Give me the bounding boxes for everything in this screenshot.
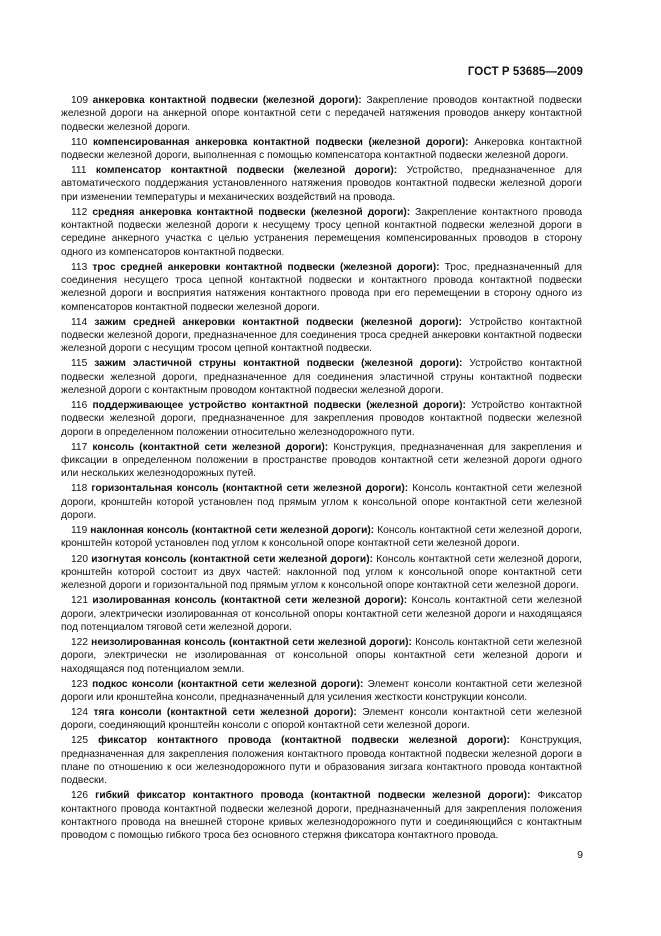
term-entry (61, 789, 582, 842)
term-definition: Устройство контактной подвески железной дороги, предназначенное для закрепления проводов контактной подвески железной дороги в определенном положении относительно железнодорожного пути. (61, 400, 582, 438)
term-entry (61, 524, 582, 551)
term-title: изогнутая консоль (контактной сети железной дороги): (91, 553, 373, 565)
term-entry (61, 316, 582, 356)
term-definition: Устройство контактной подвески железной дороги, предназначенное для соединения эластичной струны контактной подвески железной дороги с контактным проводом контактной подвески железной дороги. (61, 358, 582, 397)
term-number: 121 (71, 595, 88, 607)
term-entry (61, 482, 582, 522)
term-number: 111 (71, 165, 87, 177)
term-definition: Фиксатор контактного провода контактной подвески железной дороги, предназначенный для закрепления положения контактного провода на внешней стороне кривых железнодорожного пути и соединяющийся с контактным проводом с помощью гибкого троса без основного стержня фиксатора контактного провода. (61, 790, 582, 842)
term-number: 112 (71, 206, 88, 218)
term-number: 118 (71, 483, 88, 495)
term-definition: Трос, предназначенный для соединения несущего троса цепной контактной подвески и контактного провода контактной подвески железной дороги и восприятия натяжения контактного провода при его перемещении в сторону одного из компенсаторов контактной подвески железной дороги. (61, 261, 582, 313)
term-entry (61, 636, 582, 676)
page-number: 9 (577, 849, 583, 861)
term-title: горизонтальная консоль (контактной сети железной дороги): (91, 483, 409, 495)
term-number: 110 (71, 136, 88, 148)
term-number: 119 (71, 525, 88, 537)
term-entry (61, 164, 582, 204)
term-entry (61, 136, 582, 163)
term-definition: Устройство контактной подвески железной дороги, предназначенное для соединения троса средней анкеровки контактной подвески железной дороги с несущим тросом цепной контактной подвески. (61, 316, 582, 355)
term-definition: Консоль контактной сети железной дороги, кронштейн которой состоит из двух частей: наклонной под углом к консольной опоре контактной сети железной дороги и горизонтальной под прямым углом к консольной опоре контактной сети железной дороги. (61, 553, 582, 592)
term-number: 115 (71, 358, 88, 370)
term-title: зажим средней анкеровки контактной подвески (железной дороги): (94, 316, 463, 328)
term-number: 120 (71, 553, 88, 565)
term-entry (61, 357, 582, 397)
term-definition: Элемент консоли контактной сети железной дороги или кронштейна консоли, предназначенный для усиления жесткости конструкции консоли. (61, 678, 582, 703)
term-definition: Элемент консоли контактной сети железной дороги, соединяющий кронштейн консоли с опорой контактной сети железной дороги. (61, 707, 582, 732)
term-entry (61, 706, 582, 733)
term-title: компенсированная анкеровка контактной подвески (железной дороги): (92, 136, 469, 148)
term-definition: Закрепление контактного провода контактной подвески железной дороги к несущему тросу цепной контактной подвески железной дороги в середине анкерного участка с целью устранения перемещения компенсированных проводов в сторону одного из компенсаторов контактной подвески. (61, 206, 582, 258)
term-title: поддерживающее устройство контактной подвески (железной дороги): (92, 400, 466, 412)
term-number: 117 (71, 441, 88, 453)
term-title: консоль (контактной сети железной дороги): (92, 441, 329, 453)
term-title: фиксатор контактного провода (контактной подвески железной дороги): (98, 735, 510, 747)
term-number: 123 (71, 678, 88, 690)
term-title: трос средней анкеровки контактной подвески (железной дороги): (92, 261, 440, 273)
term-entry (61, 441, 582, 481)
term-definition: Консоль контактной сети железной дороги, электрически изолированная от консольной опоры контактной сети железной дороги и находящаяся под потенциалом тяговой сети железной дороги. (61, 595, 582, 633)
term-definition: Конструкция, предназначенная для закрепления и фиксации в определенном положении в пространстве проводов контактной сети железной дороги одного или нескольких железнодорожных путей. (61, 441, 582, 480)
term-title: гибкий фиксатор контактного провода (контактной подвески железной дороги): (95, 790, 531, 802)
term-definition: Конструкция, предназначенная для закрепления положения контактного провода контактной подвески железной дороги в плане по отношению к оси железнодорожного пути и образования зигзага контактного провода контактной подвески. (61, 735, 582, 787)
term-title: наклонная консоль (контактной сети железной дороги): (90, 525, 375, 537)
term-definition: Анкеровка контактной подвески железной дороги, выполненная с помощью компенсатора контактной подвески железной дороги. (61, 136, 582, 161)
term-entry (61, 261, 582, 314)
term-entry (61, 553, 582, 593)
term-number: 122 (71, 636, 88, 648)
term-number: 125 (71, 735, 88, 747)
term-entry (61, 206, 582, 259)
term-definition: Устройство, предназначенное для автоматического поддержания установленного натяжения проводов контактной подвески железной дороги при изменении температуры и механических воздействий на провода. (61, 165, 582, 203)
term-entry (61, 678, 582, 705)
term-title: неизолированная консоль (контактной сети железной дороги): (91, 636, 412, 648)
term-entry (61, 399, 582, 439)
term-title: средняя анкеровка контактной подвески (железной дороги): (92, 206, 411, 218)
document-id-header: ГОСТ Р 53685—2009 (467, 66, 583, 78)
term-definition: Консоль контактной сети железной дороги, кронштейн которой установлен под прямым углом к консольной опоре контактной сети железной дороги. (61, 483, 582, 522)
term-number: 126 (71, 790, 88, 802)
term-number: 113 (71, 261, 88, 273)
term-title: компенсатор контактной подвески (железной дороги): (95, 165, 398, 177)
terms-list (61, 94, 582, 844)
term-number: 116 (71, 400, 88, 412)
term-entry (61, 94, 582, 134)
term-title: анкеровка контактной подвески (железной дороги): (92, 95, 362, 106)
term-number: 109 (71, 95, 88, 106)
term-title: изолированная консоль (контактной сети железной дороги): (92, 595, 408, 607)
term-definition: Консоль контактной сети железной дороги, электрически не изолированная от консольной опоры контактной сети железной дороги и находящаяся под потенциалом земли. (61, 636, 582, 675)
term-number: 124 (71, 707, 88, 719)
term-title: тяга консоли (контактной сети железной дороги): (93, 707, 357, 719)
term-entry (61, 734, 582, 787)
term-number: 114 (71, 316, 88, 328)
term-title: подкос консоли (контактной сети железной дороги): (92, 678, 364, 690)
term-entry (61, 594, 582, 634)
term-definition: Закрепление проводов контактной подвески железной дороги на анкерной опоре контактной сети с передачей натяжения проводов анкеру контактной подвески железной дороги. (61, 95, 582, 133)
term-title: зажим эластичной струны контактной подвески (железной дороги): (94, 358, 463, 370)
term-definition: Консоль контактной сети железной дороги, кронштейн которой установлен под углом к консольной опоре контактной сети железной дороги. (61, 525, 582, 550)
